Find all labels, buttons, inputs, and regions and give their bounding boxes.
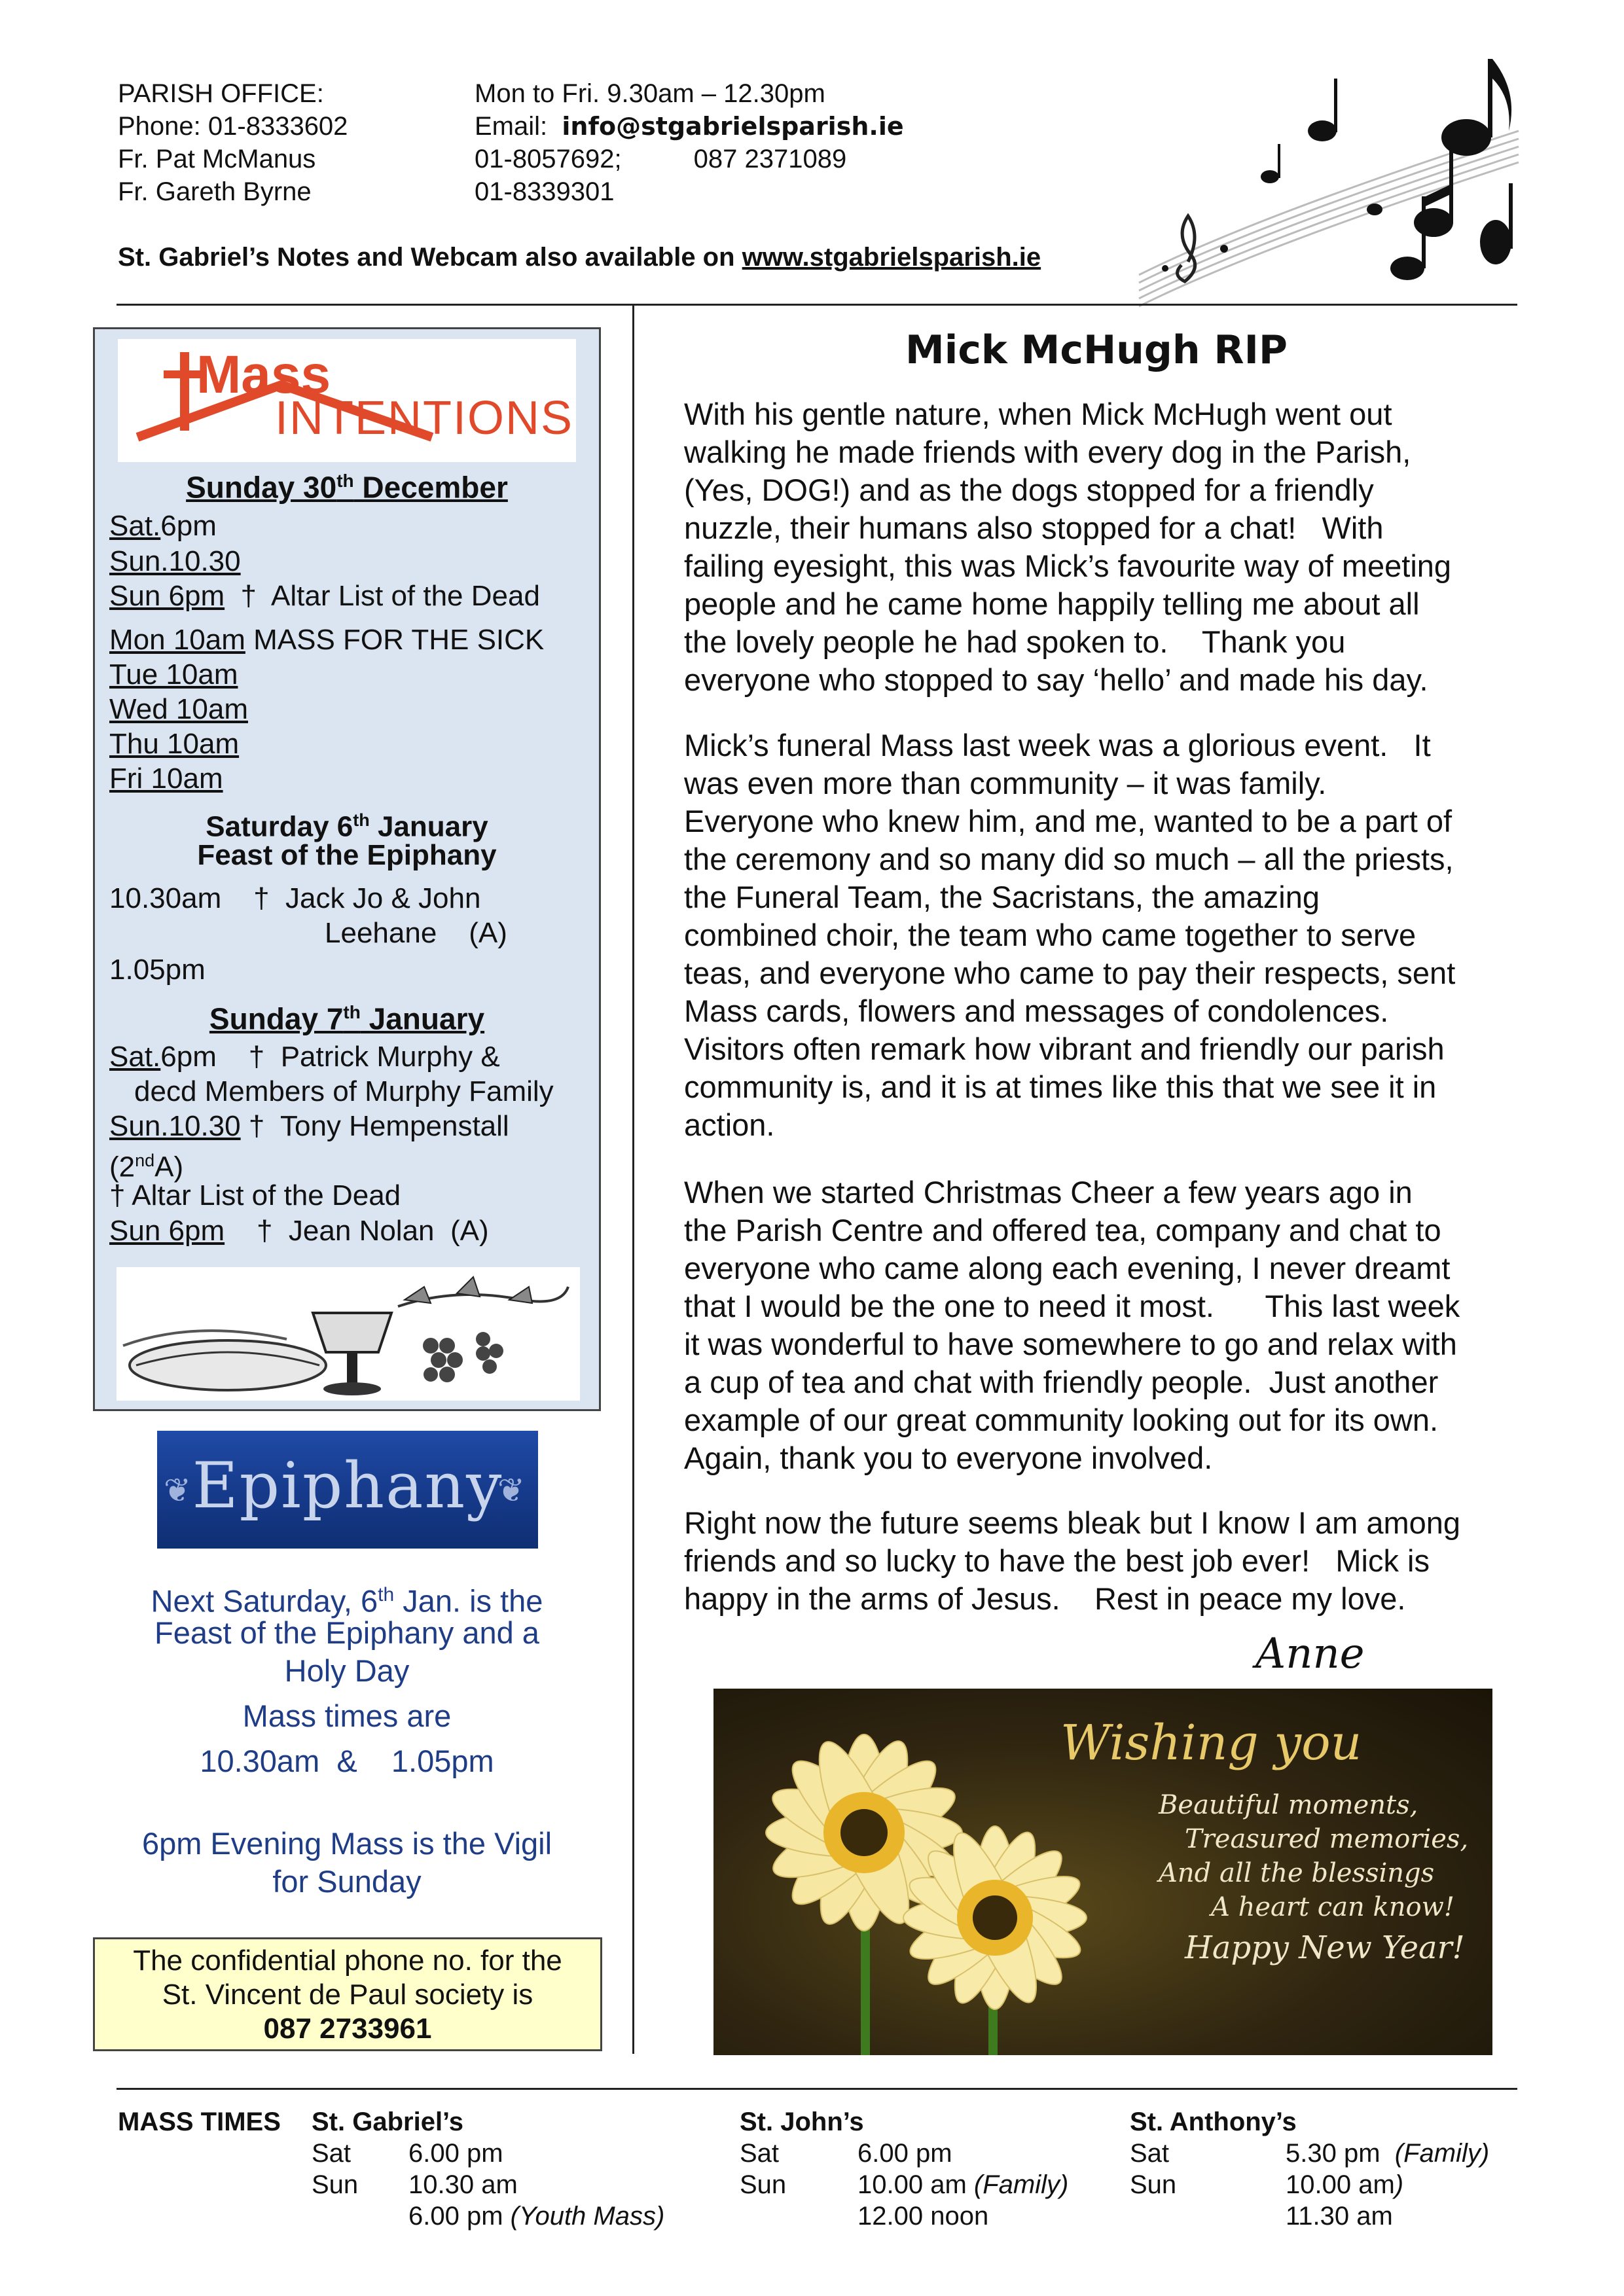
- intention-line-sun-1030: Sun.10.30: [109, 545, 241, 577]
- email-link[interactable]: info@stgabrielsparish.ie: [562, 112, 904, 141]
- heading-sunday-30-december: Sunday 30th December: [186, 470, 508, 505]
- article-title: Mick McHugh RIP: [905, 327, 1288, 373]
- card-line-2: Beautiful moments,: [1159, 1790, 1418, 1820]
- article-line: action.: [684, 1107, 775, 1142]
- office-label: PARISH OFFICE:: [118, 79, 324, 108]
- article-line: friends and so lucky to have the best job ever! Mick is: [684, 1543, 1430, 1578]
- st-johns-sat: Sat: [740, 2139, 780, 2168]
- intention-sat6-line1: 10.30am † Jack Jo & John: [109, 882, 481, 914]
- mass-times-label: MASS TIMES: [118, 2108, 281, 2136]
- intention-sat6-line2: Leehane (A): [325, 917, 507, 949]
- epiphany-banner: [157, 1431, 538, 1549]
- signature: Anne: [1255, 1630, 1365, 1678]
- card-line-6: Happy New Year!: [1185, 1929, 1465, 1966]
- header-divider: [117, 304, 1517, 306]
- article-line: happy in the arms of Jesus. Rest in peace my love.: [684, 1581, 1406, 1616]
- office-hours: Mon to Fri. 9.30am – 12.30pm: [475, 79, 825, 108]
- article-line: the Funeral Team, the Sacristans, the amazing: [684, 880, 1320, 914]
- article-line: a cup of tea and chat with friendly people. Just another: [684, 1365, 1439, 1399]
- article-line: Right now the future seems bleak but I know I am among: [684, 1505, 1461, 1540]
- st-johns-noon: 12.00 noon: [857, 2202, 989, 2231]
- svp-phone: 087 2733961: [263, 2013, 432, 2045]
- article-line: everyone who came along each evening, I never dreamt: [684, 1251, 1451, 1285]
- heading-sunday-7-january: Sunday 7th January: [209, 1001, 485, 1036]
- article-line: Everyone who knew him, and me, wanted to be a part of: [684, 804, 1453, 838]
- st-johns-sun: Sun: [740, 2170, 787, 2199]
- article-line: Visitors often remark how vibrant and friendly our parish: [684, 1031, 1445, 1066]
- logo-intentions-word: INTENTIONS: [275, 392, 574, 444]
- article-line: teas, and everyone who came to pay their respects, sent: [684, 956, 1456, 990]
- st-johns-name: St. John’s: [740, 2108, 864, 2136]
- music-notes-image: [1126, 52, 1525, 314]
- article-line: community is, and it is at times like this that we see it in: [684, 1069, 1437, 1104]
- st-anthonys-sun: Sun: [1130, 2170, 1177, 2199]
- svp-line-1: The confidential phone no. for the: [133, 1945, 562, 1977]
- st-gabriels-sat-time: 6.00 pm: [408, 2139, 503, 2168]
- article-line: that I would be the one to need it most. This last week: [684, 1289, 1460, 1323]
- article-line: people and he came home happily telling me about all: [684, 586, 1420, 621]
- office-phone: Phone: 01-8333602: [118, 112, 348, 141]
- epiphany-line-6: 6pm Evening Mass is the Vigil: [141, 1826, 552, 1861]
- intention-line-sat: Sat.6pm: [109, 510, 217, 542]
- footer-divider: [117, 2088, 1517, 2090]
- intention-line-wed: Wed 10am: [109, 693, 248, 725]
- article-line: When we started Christmas Cheer a few years ago in: [684, 1175, 1413, 1210]
- notes-text: St. Gabriel’s Notes and Webcam also available on: [118, 243, 735, 272]
- article-line: Mick’s funeral Mass last week was a glorious event. It: [684, 728, 1431, 762]
- priest-1-name: Fr. Pat McManus: [118, 145, 316, 173]
- st-anthonys-name: St. Anthony’s: [1130, 2108, 1297, 2136]
- article-line: the lovely people he had spoken to. Thank you: [684, 624, 1346, 659]
- epiphany-banner-text: Epiphany: [192, 1449, 503, 1522]
- card-line-1: Wishing you: [1060, 1715, 1362, 1771]
- svp-line-2: St. Vincent de Paul society is: [162, 1979, 533, 2011]
- article-line: Again, thank you to everyone involved.: [684, 1441, 1213, 1475]
- ornament-right-icon: ❦: [497, 1472, 525, 1509]
- epiphany-line-3: Holy Day: [284, 1653, 410, 1688]
- priest-1-phone: 01-8057692;: [475, 145, 622, 173]
- mass-intentions-logo: [118, 339, 576, 462]
- contact-details: [475, 77, 904, 208]
- st-gabriels-youth: 6.00 pm (Youth Mass): [408, 2202, 665, 2231]
- article-line: was even more than community – it was family.: [684, 766, 1327, 800]
- intention-line-mon: Mon 10am MASS FOR THE SICK: [109, 624, 545, 656]
- intention-sun7-sun: Sun.10.30 † Tony Hempenstall: [109, 1110, 509, 1142]
- article-line: (Yes, DOG!) and as the dogs stopped for a friendly: [684, 473, 1374, 507]
- intention-sat6-line3: 1.05pm: [109, 954, 206, 986]
- logo-mass-word: Mass: [196, 345, 331, 404]
- article-line: nuzzle, their humans also stopped for a chat! With: [684, 511, 1384, 545]
- article-line: failing eyesight, this was Mick’s favourite way of meeting: [684, 548, 1452, 583]
- card-line-5: A heart can know!: [1211, 1892, 1454, 1922]
- st-johns-sun-time: 10.00 am (Family): [857, 2170, 1069, 2199]
- ornament-left-icon: ❦: [164, 1472, 191, 1509]
- bread-chalice-grapes-image: [117, 1267, 580, 1401]
- new-year-card-image: [713, 1689, 1492, 2055]
- article-line: the Parish Centre and offered tea, company and chat to: [684, 1213, 1441, 1247]
- parish-office-info: [118, 77, 348, 208]
- notes-line: [118, 241, 1041, 274]
- email-label: Email:: [475, 112, 548, 141]
- st-anthonys-late: 11.30 am: [1286, 2202, 1393, 2231]
- st-anthonys-sat: Sat: [1130, 2139, 1170, 2168]
- intention-line-fri: Fri 10am: [109, 762, 223, 795]
- st-gabriels-sat: Sat: [312, 2139, 352, 2168]
- article-line: walking he made friends with every dog in the Parish,: [684, 435, 1411, 469]
- article-line: everyone who stopped to say ‘hello’ and made his day.: [684, 662, 1428, 697]
- epiphany-line-1: Next Saturday, 6th Jan. is the: [151, 1583, 543, 1619]
- intention-line-sun-6pm: Sun 6pm † Altar List of the Dead: [109, 580, 540, 612]
- card-line-3: Treasured memories,: [1185, 1824, 1469, 1854]
- article-line: it was wonderful to have somewhere to go and relax with: [684, 1327, 1457, 1361]
- st-anthonys-sun-time: 10.00 am): [1286, 2170, 1404, 2199]
- intention-sun7-sun-line2: (2ndA): [109, 1151, 184, 1183]
- epiphany-line-2: Feast of the Epiphany and a: [154, 1615, 539, 1650]
- intention-sun7-altar: † Altar List of the Dead: [109, 1179, 401, 1211]
- priest-1-mobile: 087 2371089: [693, 145, 847, 173]
- article-line: Mass cards, flowers and messages of condolences.: [684, 994, 1389, 1028]
- website-link[interactable]: www.stgabrielsparish.ie: [742, 243, 1041, 272]
- article-line: combined choir, the team who came together to serve: [684, 918, 1416, 952]
- intention-sun7-sat: Sat.6pm † Patrick Murphy &: [109, 1041, 500, 1073]
- st-gabriels-sun-time: 10.30 am: [408, 2170, 518, 2199]
- intention-sun7-sat-line2: decd Members of Murphy Family: [134, 1075, 554, 1107]
- st-johns-sat-time: 6.00 pm: [857, 2139, 952, 2168]
- st-gabriels-sun: Sun: [312, 2170, 359, 2199]
- intention-line-thu: Thu 10am: [109, 728, 240, 760]
- card-line-4: And all the blessings: [1159, 1858, 1435, 1888]
- heading-feast-epiphany: Feast of the Epiphany: [197, 839, 497, 871]
- heading-saturday-6-january: Saturday 6th January: [206, 810, 488, 843]
- priest-2-phone: 01-8339301: [475, 177, 615, 206]
- intention-sun7-6pm: Sun 6pm † Jean Nolan (A): [109, 1215, 489, 1247]
- st-anthonys-sat-time: 5.30 pm (Family): [1286, 2139, 1490, 2168]
- intention-line-tue: Tue 10am: [109, 658, 238, 691]
- article-line: the ceremony and so many did so much – all the priests,: [684, 842, 1454, 876]
- st-gabriels-name: St. Gabriel’s: [312, 2108, 463, 2136]
- article-line: With his gentle nature, when Mick McHugh went out: [684, 397, 1392, 431]
- epiphany-mass-times: 10.30am & 1.05pm: [200, 1744, 494, 1778]
- column-divider: [632, 305, 634, 2054]
- article-line: example of our great community looking out for its own.: [684, 1403, 1439, 1437]
- epiphany-line-7: for Sunday: [272, 1864, 422, 1899]
- epiphany-line-4: Mass times are: [242, 1698, 452, 1733]
- priest-2-name: Fr. Gareth Byrne: [118, 177, 312, 206]
